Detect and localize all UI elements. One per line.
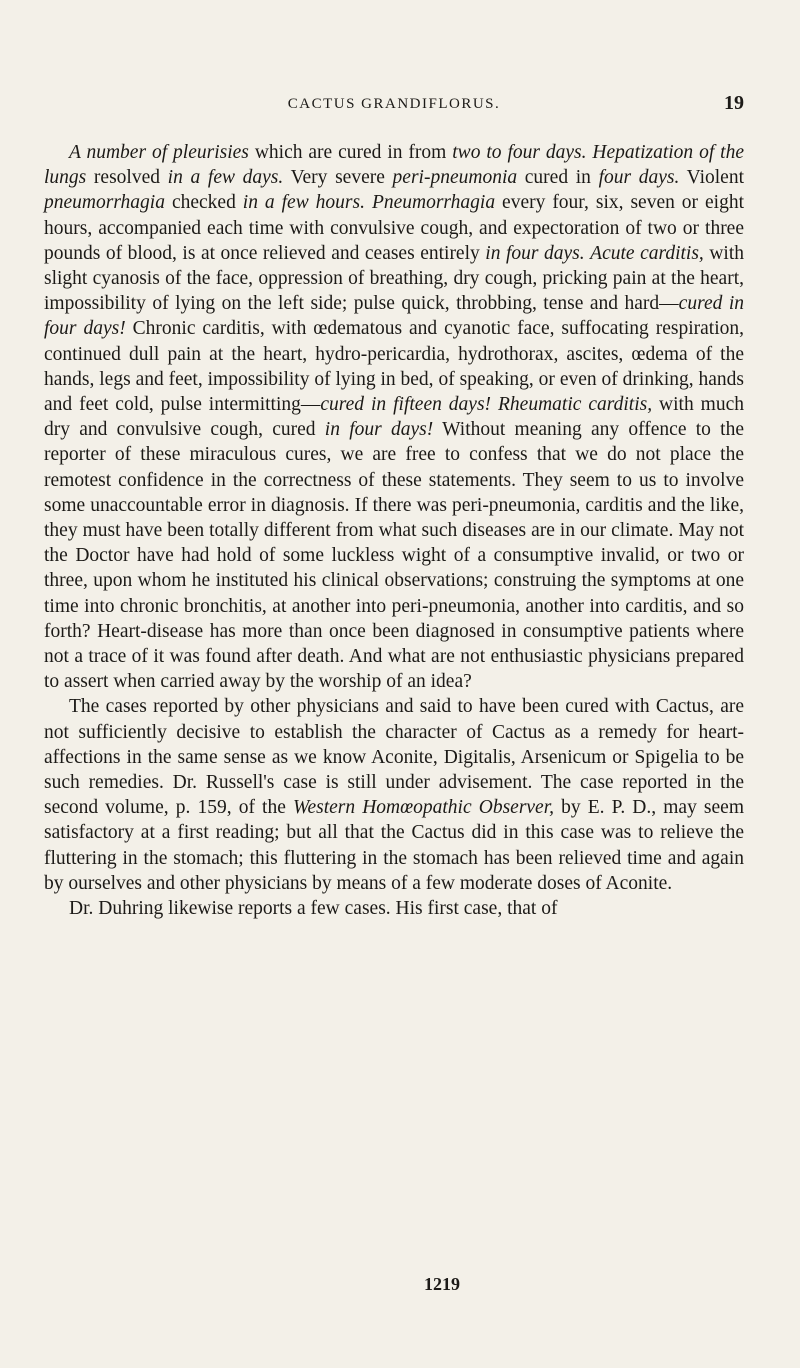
text-run: Violent xyxy=(679,167,745,189)
text-run: by E. P. D., may seem satisfactory at a first reading; but all that the Cactus did in this case was to relieve the fluttering in the stomach; this fluttering in the stomach has been relieved time and again by ourselves and other physicians by means of a few moderate doses of Aconite. xyxy=(44,797,744,894)
text-run: cured in xyxy=(517,167,599,189)
paragraph-3 xyxy=(44,896,744,921)
text-run: with slight cyanosis of the face, oppression of breathing, dry cough, pricking pain at the heart, impossibility of lying on the left side; pulse quick, throbbing, tense and hard— xyxy=(44,242,745,315)
emphasis: Western Homœopathic Observer, xyxy=(293,797,555,819)
emphasis: pneumorrhagia xyxy=(44,192,165,214)
running-head-title: CACTUS GRANDIFLORUS. xyxy=(287,96,501,112)
text-run: Dr. Duhring likewise reports a few cases. His first case, that of xyxy=(69,898,558,920)
emphasis: in a few days. xyxy=(167,167,284,189)
text-run: The cases reported by other physicians and said to have been cured with Cactus, are not sufficiently decisive to establish the character of Cactus as a remedy for heart-affections in the same sense as we know Aconite, Digitalis, Arsenicum or Spigelia to be such remedies. Dr. Russell's case is still under advisement. The case reported in the second volume, p. 159, of the xyxy=(44,696,744,819)
emphasis: Rheumatic carditis, xyxy=(498,394,653,416)
emphasis: four days. xyxy=(598,167,680,189)
emphasis: peri-pneumonia xyxy=(392,167,518,189)
text-run: which are cured in from xyxy=(248,142,453,163)
emphasis: in a few hours. xyxy=(242,192,365,214)
text-run xyxy=(491,394,498,415)
emphasis: Acute carditis, xyxy=(590,242,704,264)
emphasis: in four days! xyxy=(324,419,434,441)
page-number: 19 xyxy=(724,92,744,114)
body-text xyxy=(44,140,744,921)
text-run: with much dry and convulsive cough, cured xyxy=(44,394,744,441)
emphasis: in four days. xyxy=(485,242,585,264)
paragraph-1 xyxy=(44,140,744,694)
emphasis: A number of pleurisies xyxy=(69,142,249,163)
emphasis: cured in fifteen days! xyxy=(320,394,492,416)
text-run: Chronic carditis, with œdematous and cyanotic face, suffocating respiration, continued dull pain at the heart, hydro-pericardia, hydrothorax, ascites, œdema of the hands, legs and feet, impossibility of lying in bed, of speaking, or even of drinking, hands and feet cold, pulse intermitting— xyxy=(44,318,745,416)
text-run xyxy=(365,192,372,213)
text-run: every four, six, seven or eight hours, accompanied each time with convulsive cough, and expectoration of two or three pounds of blood, is at once relieved and ceases entirely xyxy=(44,192,745,264)
paragraph-2 xyxy=(44,694,744,896)
signature-mark: 1219 xyxy=(424,1274,460,1294)
emphasis: Hepatization of the lungs xyxy=(44,142,744,189)
text-run: Without meaning any offence to the reporter of these miraculous cures, we are free to confess that we do not place the remotest confidence in the correctness of these statements. They seem to us to involve some unaccountable error in diagnosis. If there was peri-pneumonia, carditis and the like, they must have been totally different from what such diseases are in our climate. May not the Doctor have had hold of some luckless wight of a consumptive invalid, or two or three, upon whom he instituted his clinical observations; construing the symptoms at one time into chronic bronchitis, at another into peri-pneumonia, another into carditis, and so forth? Heart-disease has more than once been diagnosed in consumptive patients where not a trace of it was found after death. And what are not enthusiastic physicians prepared to assert when carried away by the worship of an idea? xyxy=(44,419,745,693)
emphasis: two to four days. xyxy=(452,142,587,163)
running-head xyxy=(44,92,744,118)
emphasis: Pneumorrhagia xyxy=(371,192,496,214)
emphasis: cured in four days! xyxy=(44,293,745,340)
text-run: checked xyxy=(164,192,243,214)
text-run: resolved xyxy=(86,167,168,189)
text-run: Very severe xyxy=(283,167,393,189)
